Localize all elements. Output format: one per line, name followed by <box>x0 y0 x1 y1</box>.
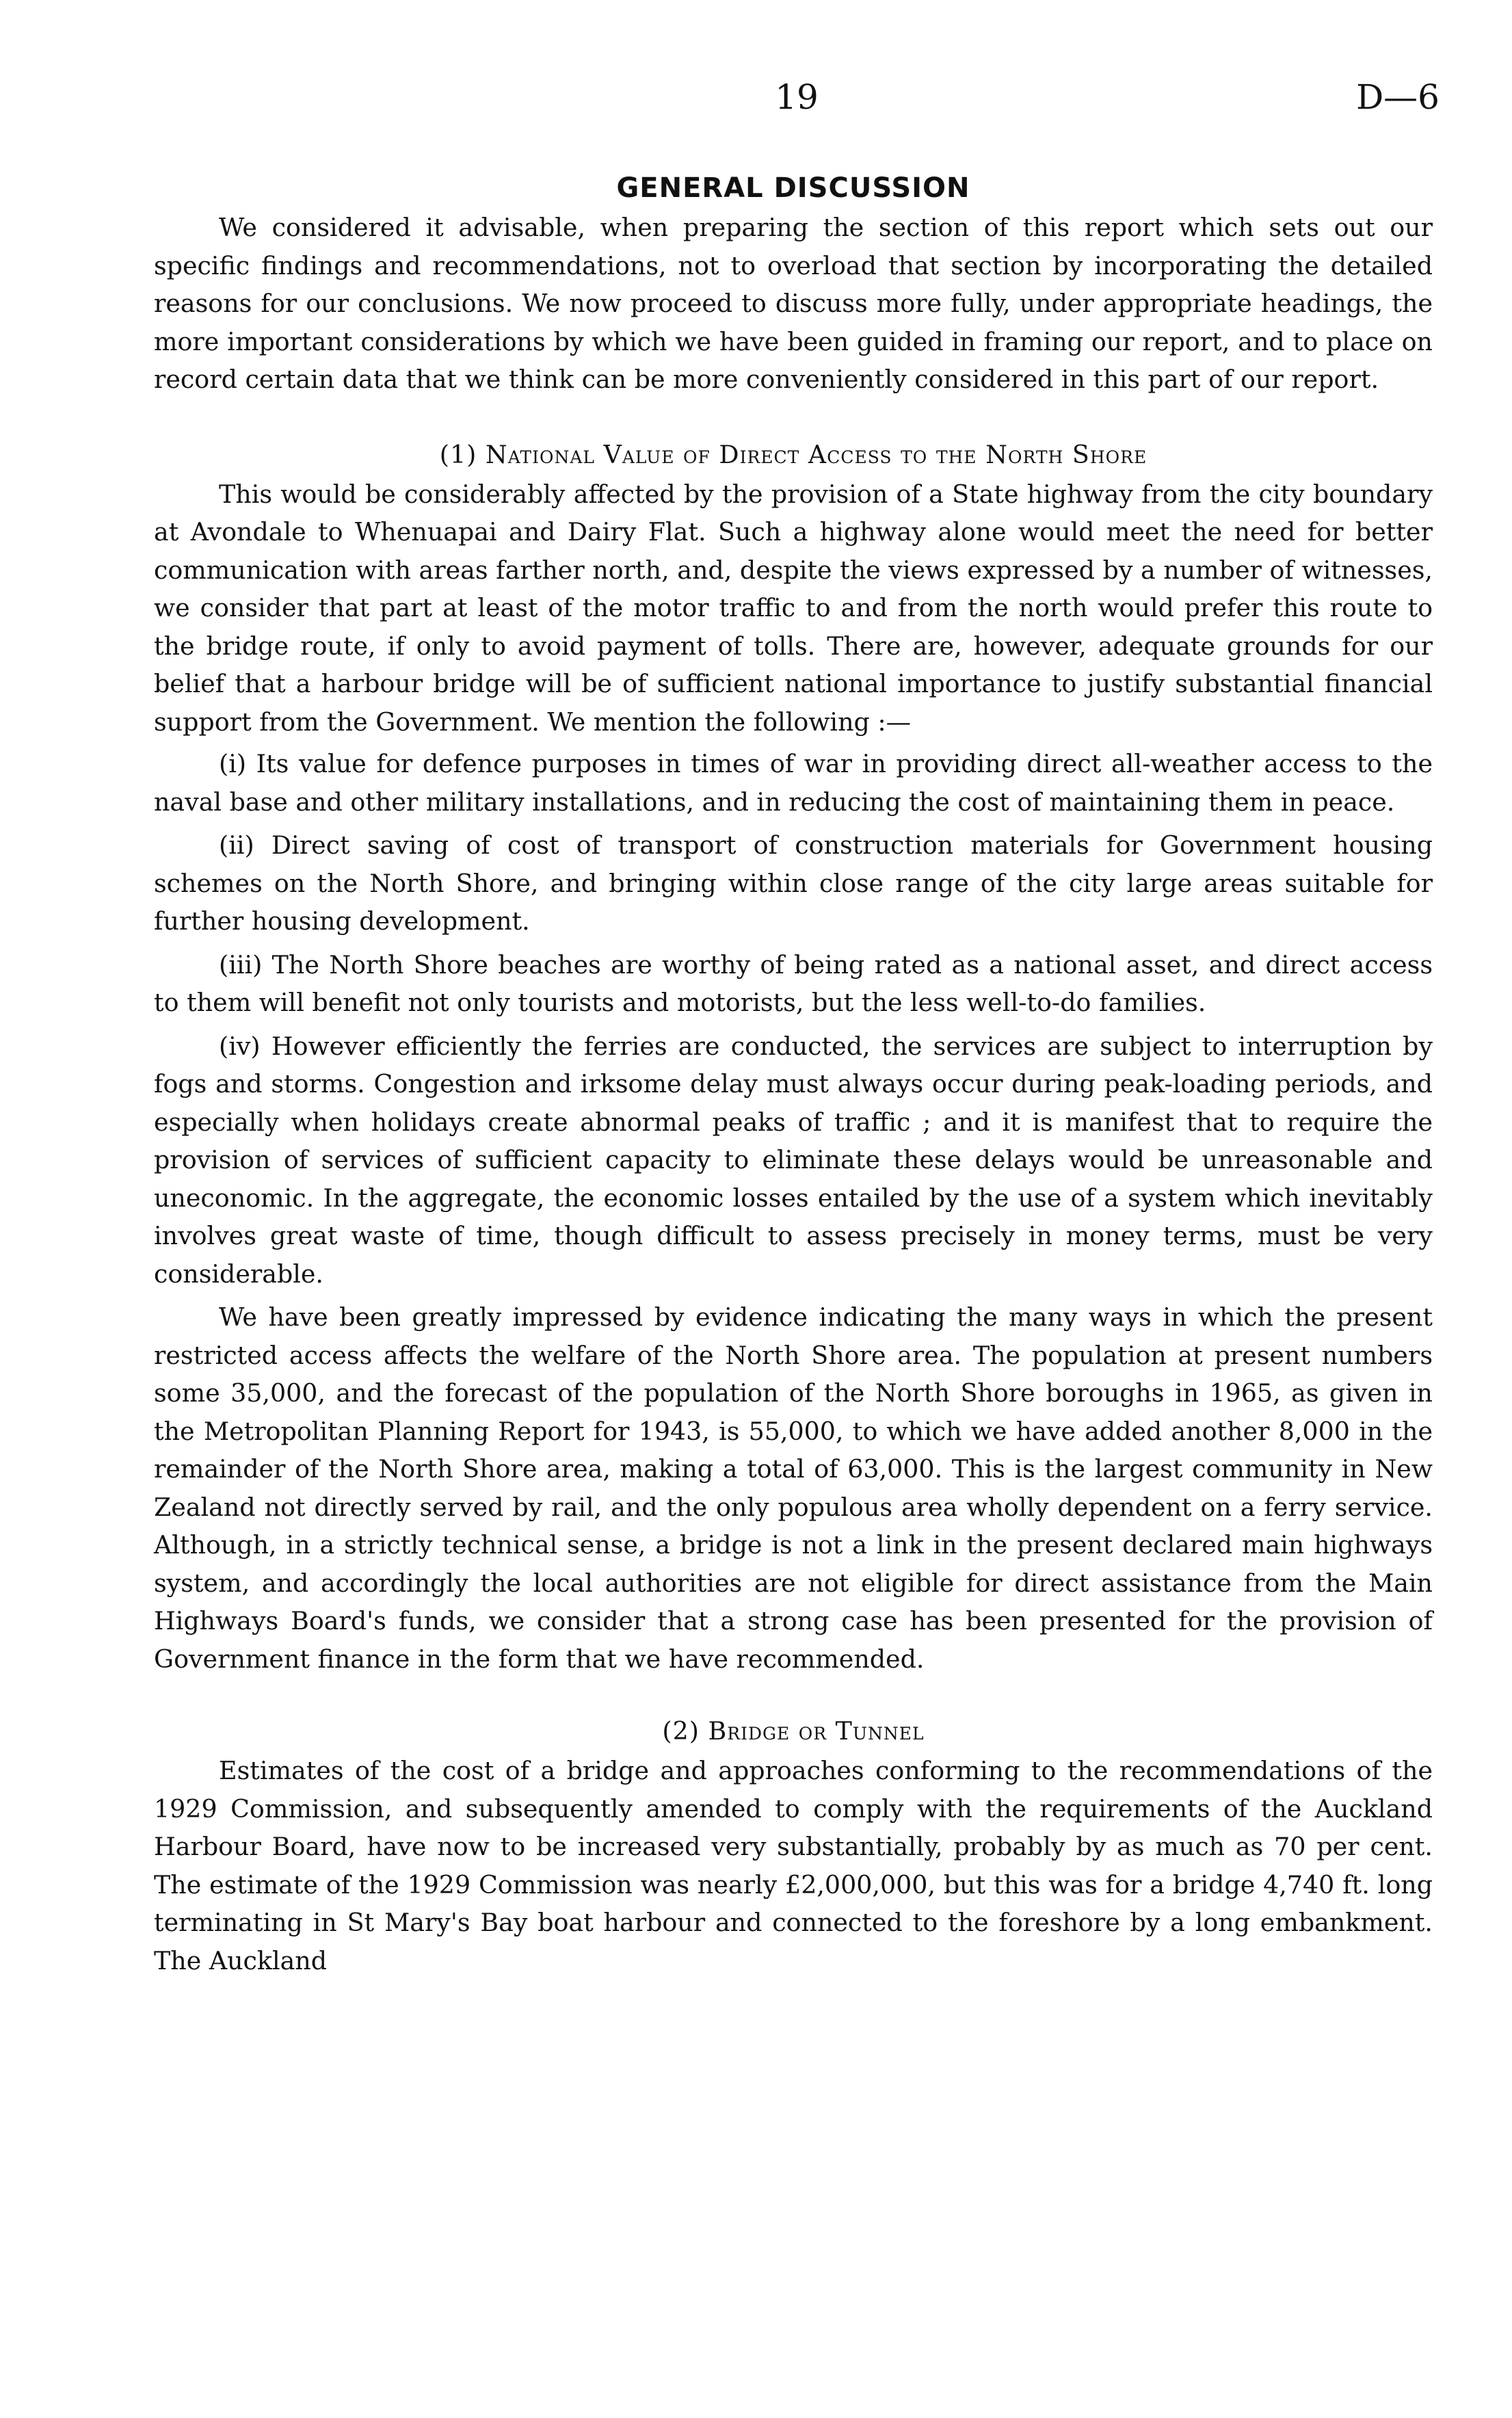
section-1-heading: (1) National Value of Direct Access to the North Shore <box>439 439 1148 469</box>
list-item-iv: (iv) However efficiently the ferries are conducted, the services are subject to interruption by fogs and storms. Congestion and irksome delay must always occur during peak-loading periods, and especially when holidays create abnormal peaks of traffic ; and it is manifest that to require the provision of services of sufficient capacity to eliminate these delays would be unreasonable and uneconomic. In the aggregate, the economic losses entailed by the use of a system which inevitably involves great waste of time, though difficult to assess precisely in money terms, must be very considerable. <box>154 1031 1433 1289</box>
intro-paragraph: We considered it advisable, when preparing the section of this report which sets out our specific findings and recommendations, not to overload that section by incorporating the detailed reasons for our conclusions. We now proceed to discuss more fully, under appropriate headings, the more important considerations by which we have been guided in framing our report, and to place on record certain data that we think can be more conveniently considered in this part of our report. <box>154 213 1433 394</box>
list-item-i: (i) Its value for defence purposes in times of war in providing direct all-weather access to the naval base and other military installations, and in reducing the cost of maintaining them in peace. <box>154 749 1433 817</box>
section-1-paragraph: This would be considerably affected by the provision of a State highway from the city boundary at Avondale to Whenuapai and Dairy Flat. Such a highway alone would meet the need for better communication with areas farther north, and, despite the views expressed by a number of witnesses, we consider that part at least of the motor traffic to and from the north would prefer this route to the bridge route, if only to avoid payment of tolls. There are, however, adequate grounds for our belief that a harbour bridge will be of sufficient national importance to justify substantial financial support from the Government. We mention the following :— <box>154 479 1433 737</box>
section-2-paragraph: Estimates of the cost of a bridge and approaches conforming to the recommendations of the 1929 Commission, and subsequently amended to comply with the requirements of the Auckland Harbour Board, have now to be increased very substantially, probably by as much as 70 per cent. The estimate of the 1929 Commission was nearly £2,000,000, but this was for a bridge 4,740 ft. long terminating in St Mary's Bay boat harbour and connected to the foreshore by a long embankment. The Auckland <box>154 1756 1433 1975</box>
page-title: GENERAL DISCUSSION <box>616 172 970 204</box>
page-number: 19 <box>775 77 819 117</box>
section-1-closing-paragraph: We have been greatly impressed by evidence indicating the many ways in which the present restricted access affects the welfare of the North Shore area. The population at present numbers some 35,000, and the forecast of the population of the North Shore boroughs in 1965, as given in the Metropolitan Planning Report for 1943, is 55,000, to which we have added another 8,000 in the remainder of the North Shore area, making a total of 63,000. This is the largest community in New Zealand not directly served by rail, and the only populous area wholly dependent on a ferry service. Although, in a strictly technical sense, a bridge is not a link in the present declared main highways system, and accordingly the local authorities are not eligible for direct assistance from the Main Highways Board's funds, we consider that a strong case has been presented for the provision of Government finance in the form that we have recommended. <box>154 1302 1433 1674</box>
section-2-heading: (2) Bridge or Tunnel <box>662 1716 925 1746</box>
page-body <box>154 168 1433 1980</box>
page-header <box>154 77 1440 131</box>
list-item-iii: (iii) The North Shore beaches are worthy of being rated as a national asset, and direct access to them will benefit not only tourists and motorists, but the less well-to-do families. <box>154 949 1433 1017</box>
list-item-ii: (ii) Direct saving of cost of transport of construction materials for Government housing schemes on the North Shore, and bringing within close range of the city large areas suitable for further housing development. <box>154 830 1433 936</box>
document-code: D—6 <box>1356 77 1440 117</box>
